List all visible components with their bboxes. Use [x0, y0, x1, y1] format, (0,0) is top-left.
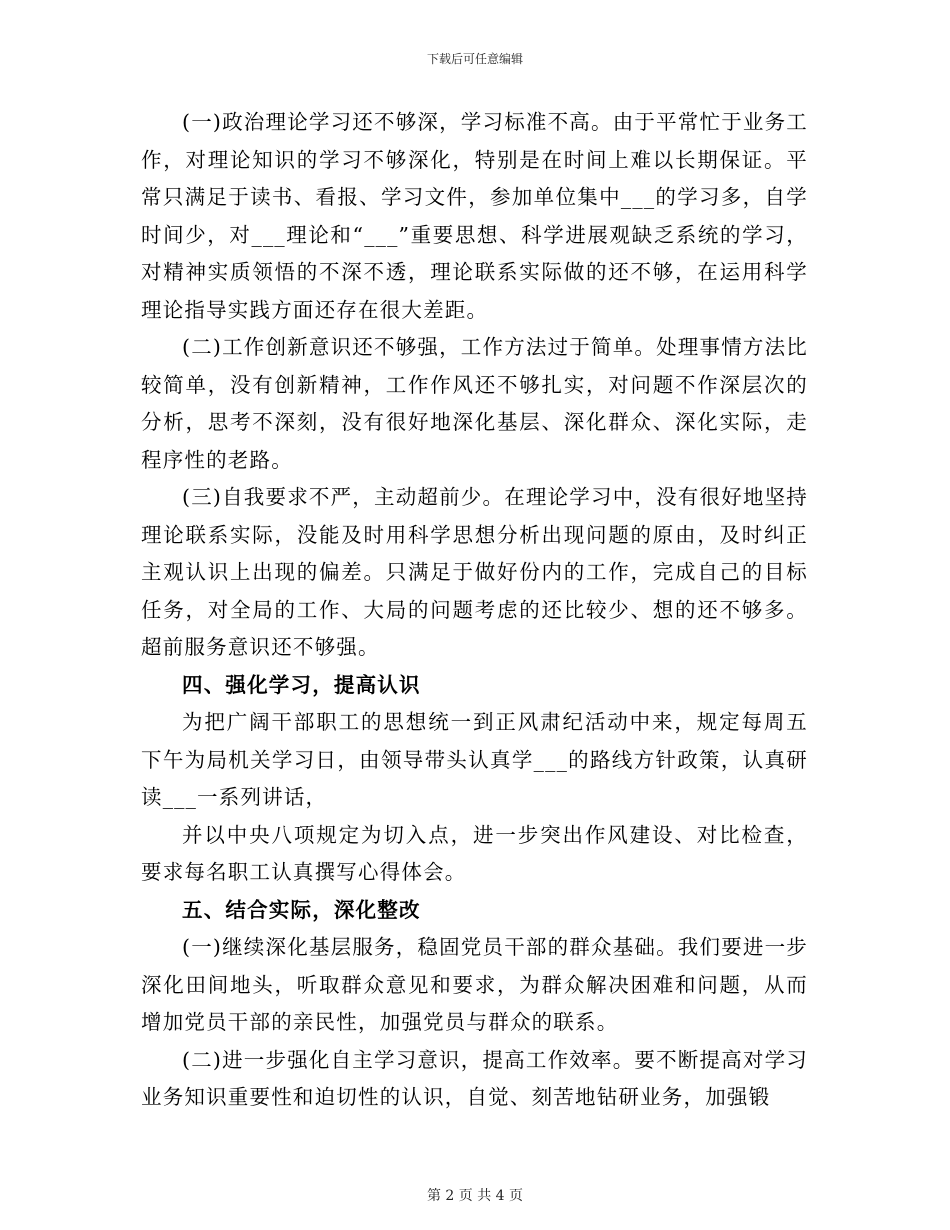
paragraph-2: (二)工作创新意识还不够强，工作方法过于简单。处理事情方法比较简单，没有创新精神，工作作风还不够扎实，对问题不作深层次的分析，思考不深刻，没有很好地深化基层、深化群众、深化实际，走程序性的老路。 [141, 335, 808, 472]
paragraph-5: 并以中央八项规定为切入点，进一步突出作风建设、对比检查，要求每名职工认真撰写心得体会。 [141, 822, 808, 884]
page-header: 下载后可任意编辑 [426, 52, 523, 66]
document-body [141, 104, 808, 1117]
paragraph-4: 为把广阔干部职工的思想统一到正风肃纪活动中来，规定每周五下午为局机关学习日，由领导带头认真学___的路线方针政策，认真研读___一系列讲话， [141, 710, 808, 809]
page-footer: 第 2 页 共 4 页 [426, 1188, 524, 1204]
paragraph-1: (一)政治理论学习还不够深，学习标准不高。由于平常忙于业务工作，对理论知识的学习不够深化，特别是在时间上难以长期保证。平常只满足于读书、看报、学习文件，参加单位集中___的学习多，自学时间少，对___理论和“___”重要思想、科学进展观缺乏系统的学习，对精神实质领悟的不深不透，理论联系实际做的还不够，在运用科学理论指导实践方面还存在很大差距。 [141, 110, 808, 322]
paragraph-7: (二)进一步强化自主学习意识，提高工作效率。要不断提高对学习业务知识重要性和迫切性的认识，自觉、刻苦地钻研业务，加强锻 [141, 1047, 808, 1109]
paragraph-6: (一)继续深化基层服务，稳固党员干部的群众基础。我们要进一步深化田间地头，听取群众意见和要求，为群众解决困难和问题，从而增加党员干部的亲民性，加强党员与群众的联系。 [141, 935, 808, 1034]
section-heading-5: 五、结合实际，深化整改 [182, 897, 421, 922]
paragraph-3: (三)自我要求不严，主动超前少。在理论学习中，没有很好地坚持理论联系实际，没能及时用科学思想分析出现问题的原由，及时纠正主观认识上出现的偏差。只满足于做好份内的工作，完成自己的目标任务，对全局的工作、大局的问题考虑的还比较少、想的还不够多。超前服务意识还不够强。 [141, 485, 808, 659]
section-heading-4: 四、强化学习，提高认识 [182, 672, 421, 697]
